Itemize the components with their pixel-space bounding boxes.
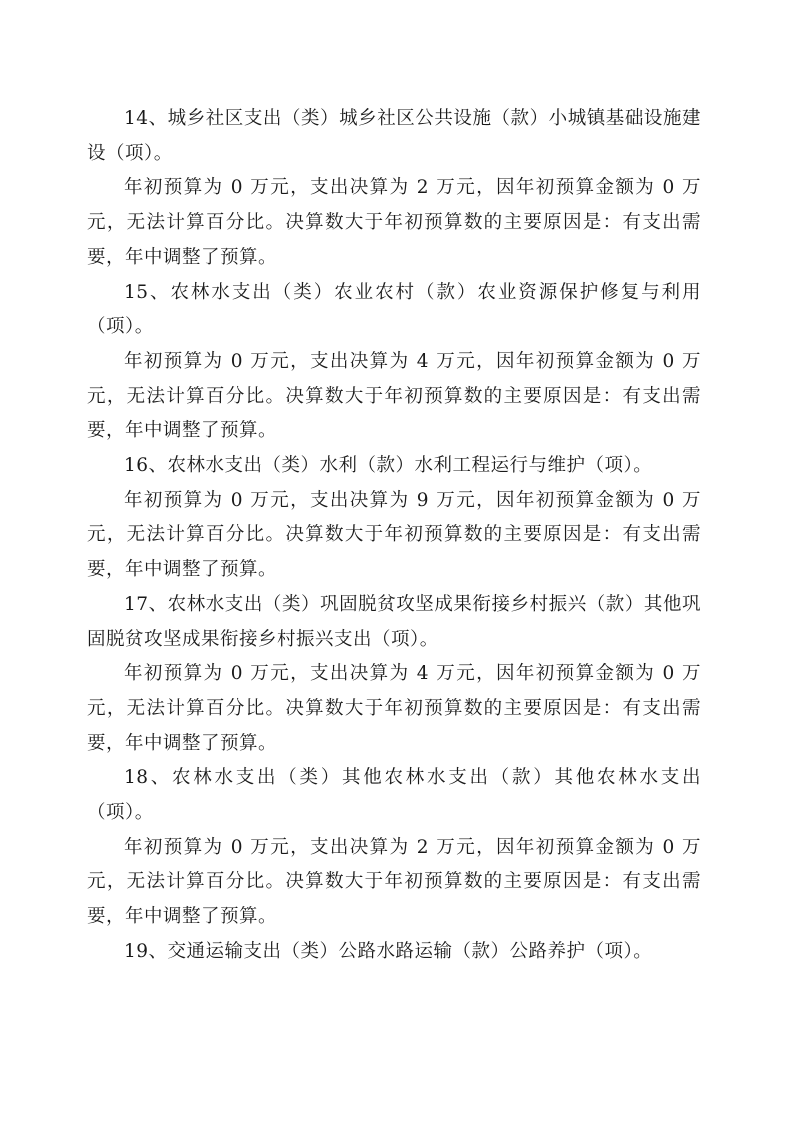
item-heading-15: 15、农林水支出（类）农业农村（款）农业资源保护修复与利用（项）。 [87,281,701,338]
item-heading-16: 16、农林水支出（类）水利（款）水利工程运行与维护（项）。 [124,455,653,477]
item-body-16: 年初预算为 0 万元，支出决算为 9 万元，因年初预算金额为 0 万元，无法计算百分比。决算数大于年初预算数的主要原因是：有支出需要，年中调整了预算。 [87,489,701,581]
item-heading-18: 18、农林水支出（类）其他农林水支出（款）其他农林水支出（项）。 [87,767,701,824]
item-heading-17: 17、农林水支出（类）巩固脱贫攻坚成果衔接乡村振兴（款）其他巩固脱贫攻坚成果衔接乡村振兴支出（项）。 [87,593,701,650]
item-heading-19: 19、交通运输支出（类）公路水路运输（款）公路养护（项）。 [124,940,653,962]
item-heading-14: 14、城乡社区支出（类）城乡社区公共设施（款）小城镇基础设施建设（项）。 [87,108,701,164]
item-body-18: 年初预算为 0 万元，支出决算为 2 万元，因年初预算金额为 0 万元，无法计算百分比。决算数大于年初预算数的主要原因是：有支出需要，年中调整了预算。 [87,836,701,928]
item-body-15: 年初预算为 0 万元，支出决算为 4 万元，因年初预算金额为 0 万元，无法计算百分比。决算数大于年初预算数的主要原因是：有支出需要，年中调整了预算。 [87,350,701,442]
item-body-14: 年初预算为 0 万元，支出决算为 2 万元，因年初预算金额为 0 万元，无法计算百分比。决算数大于年初预算数的主要原因是：有支出需要，年中调整了预算。 [87,177,701,268]
item-body-17: 年初预算为 0 万元，支出决算为 4 万元，因年初预算金额为 0 万元，无法计算百分比。决算数大于年初预算数的主要原因是：有支出需要，年中调整了预算。 [87,663,701,754]
